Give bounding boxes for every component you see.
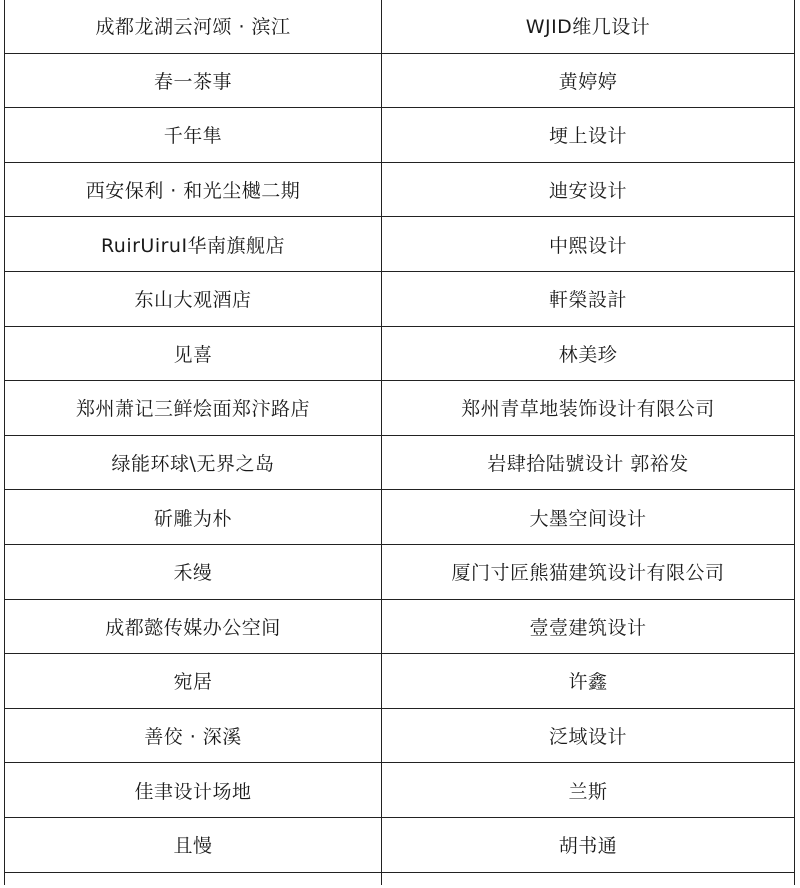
designer-name-cell: 大墨空间设计 — [382, 490, 795, 545]
table-row — [5, 162, 795, 217]
designer-name-cell: 许鑫 — [382, 654, 795, 709]
designer-name-cell: 泛域设计 — [382, 708, 795, 763]
designer-name-cell: 中熙设计 — [382, 217, 795, 272]
table-row — [5, 817, 795, 872]
designer-name-cell: 壹壹建筑设计 — [382, 599, 795, 654]
project-name-cell: 东山大观酒店 — [5, 271, 382, 326]
designer-name-cell: 兰斯 — [382, 763, 795, 818]
project-name-cell: 绿能环球\无界之岛 — [5, 435, 382, 490]
designer-name-cell: 黄婷婷 — [382, 53, 795, 108]
empty-cell — [5, 872, 382, 885]
table-row — [5, 217, 795, 272]
designer-name-cell: 岩肆拾陆號设计 郭裕发 — [382, 435, 795, 490]
empty-cell — [382, 872, 795, 885]
table-row — [5, 381, 795, 436]
project-name-cell: 千年隼 — [5, 108, 382, 163]
table-row — [5, 53, 795, 108]
table-row — [5, 326, 795, 381]
table-row — [5, 763, 795, 818]
designer-name-cell: 厦门寸匠熊猫建筑设计有限公司 — [382, 544, 795, 599]
table-row — [5, 544, 795, 599]
table-row — [5, 435, 795, 490]
designer-name-cell: 林美珍 — [382, 326, 795, 381]
designer-name-cell: 迪安设计 — [382, 162, 795, 217]
project-name-cell: 春一茶事 — [5, 53, 382, 108]
designer-name-cell: 軒榮設計 — [382, 271, 795, 326]
project-name-cell: 且慢 — [5, 817, 382, 872]
table-row — [5, 271, 795, 326]
project-name-cell: 见喜 — [5, 326, 382, 381]
table-row — [5, 654, 795, 709]
table-row-partial — [5, 872, 795, 885]
table-row — [5, 490, 795, 545]
table-row — [5, 708, 795, 763]
project-name-cell: 禾缦 — [5, 544, 382, 599]
project-name-cell: 佳聿设计场地 — [5, 763, 382, 818]
table-row — [5, 599, 795, 654]
project-name-cell: 成都龙湖云河颂 · 滨江 — [5, 0, 382, 53]
project-name-cell: 郑州萧记三鲜烩面郑汴路店 — [5, 381, 382, 436]
project-name-cell: 西安保利 · 和光尘樾二期 — [5, 162, 382, 217]
designer-name-cell: 胡书通 — [382, 817, 795, 872]
designer-name-cell: WJID维几设计 — [382, 0, 795, 53]
project-designer-table — [4, 0, 795, 885]
project-name-cell: 斫雕为朴 — [5, 490, 382, 545]
project-name-cell: 善佼 · 深溪 — [5, 708, 382, 763]
designer-name-cell: 埂上设计 — [382, 108, 795, 163]
project-name-cell: RuirUiruI华南旗舰店 — [5, 217, 382, 272]
table-row — [5, 0, 795, 53]
project-table-container — [4, 0, 794, 885]
project-name-cell: 宛居 — [5, 654, 382, 709]
designer-name-cell: 郑州青草地装饰设计有限公司 — [382, 381, 795, 436]
project-name-cell: 成都懿传媒办公空间 — [5, 599, 382, 654]
table-row — [5, 108, 795, 163]
